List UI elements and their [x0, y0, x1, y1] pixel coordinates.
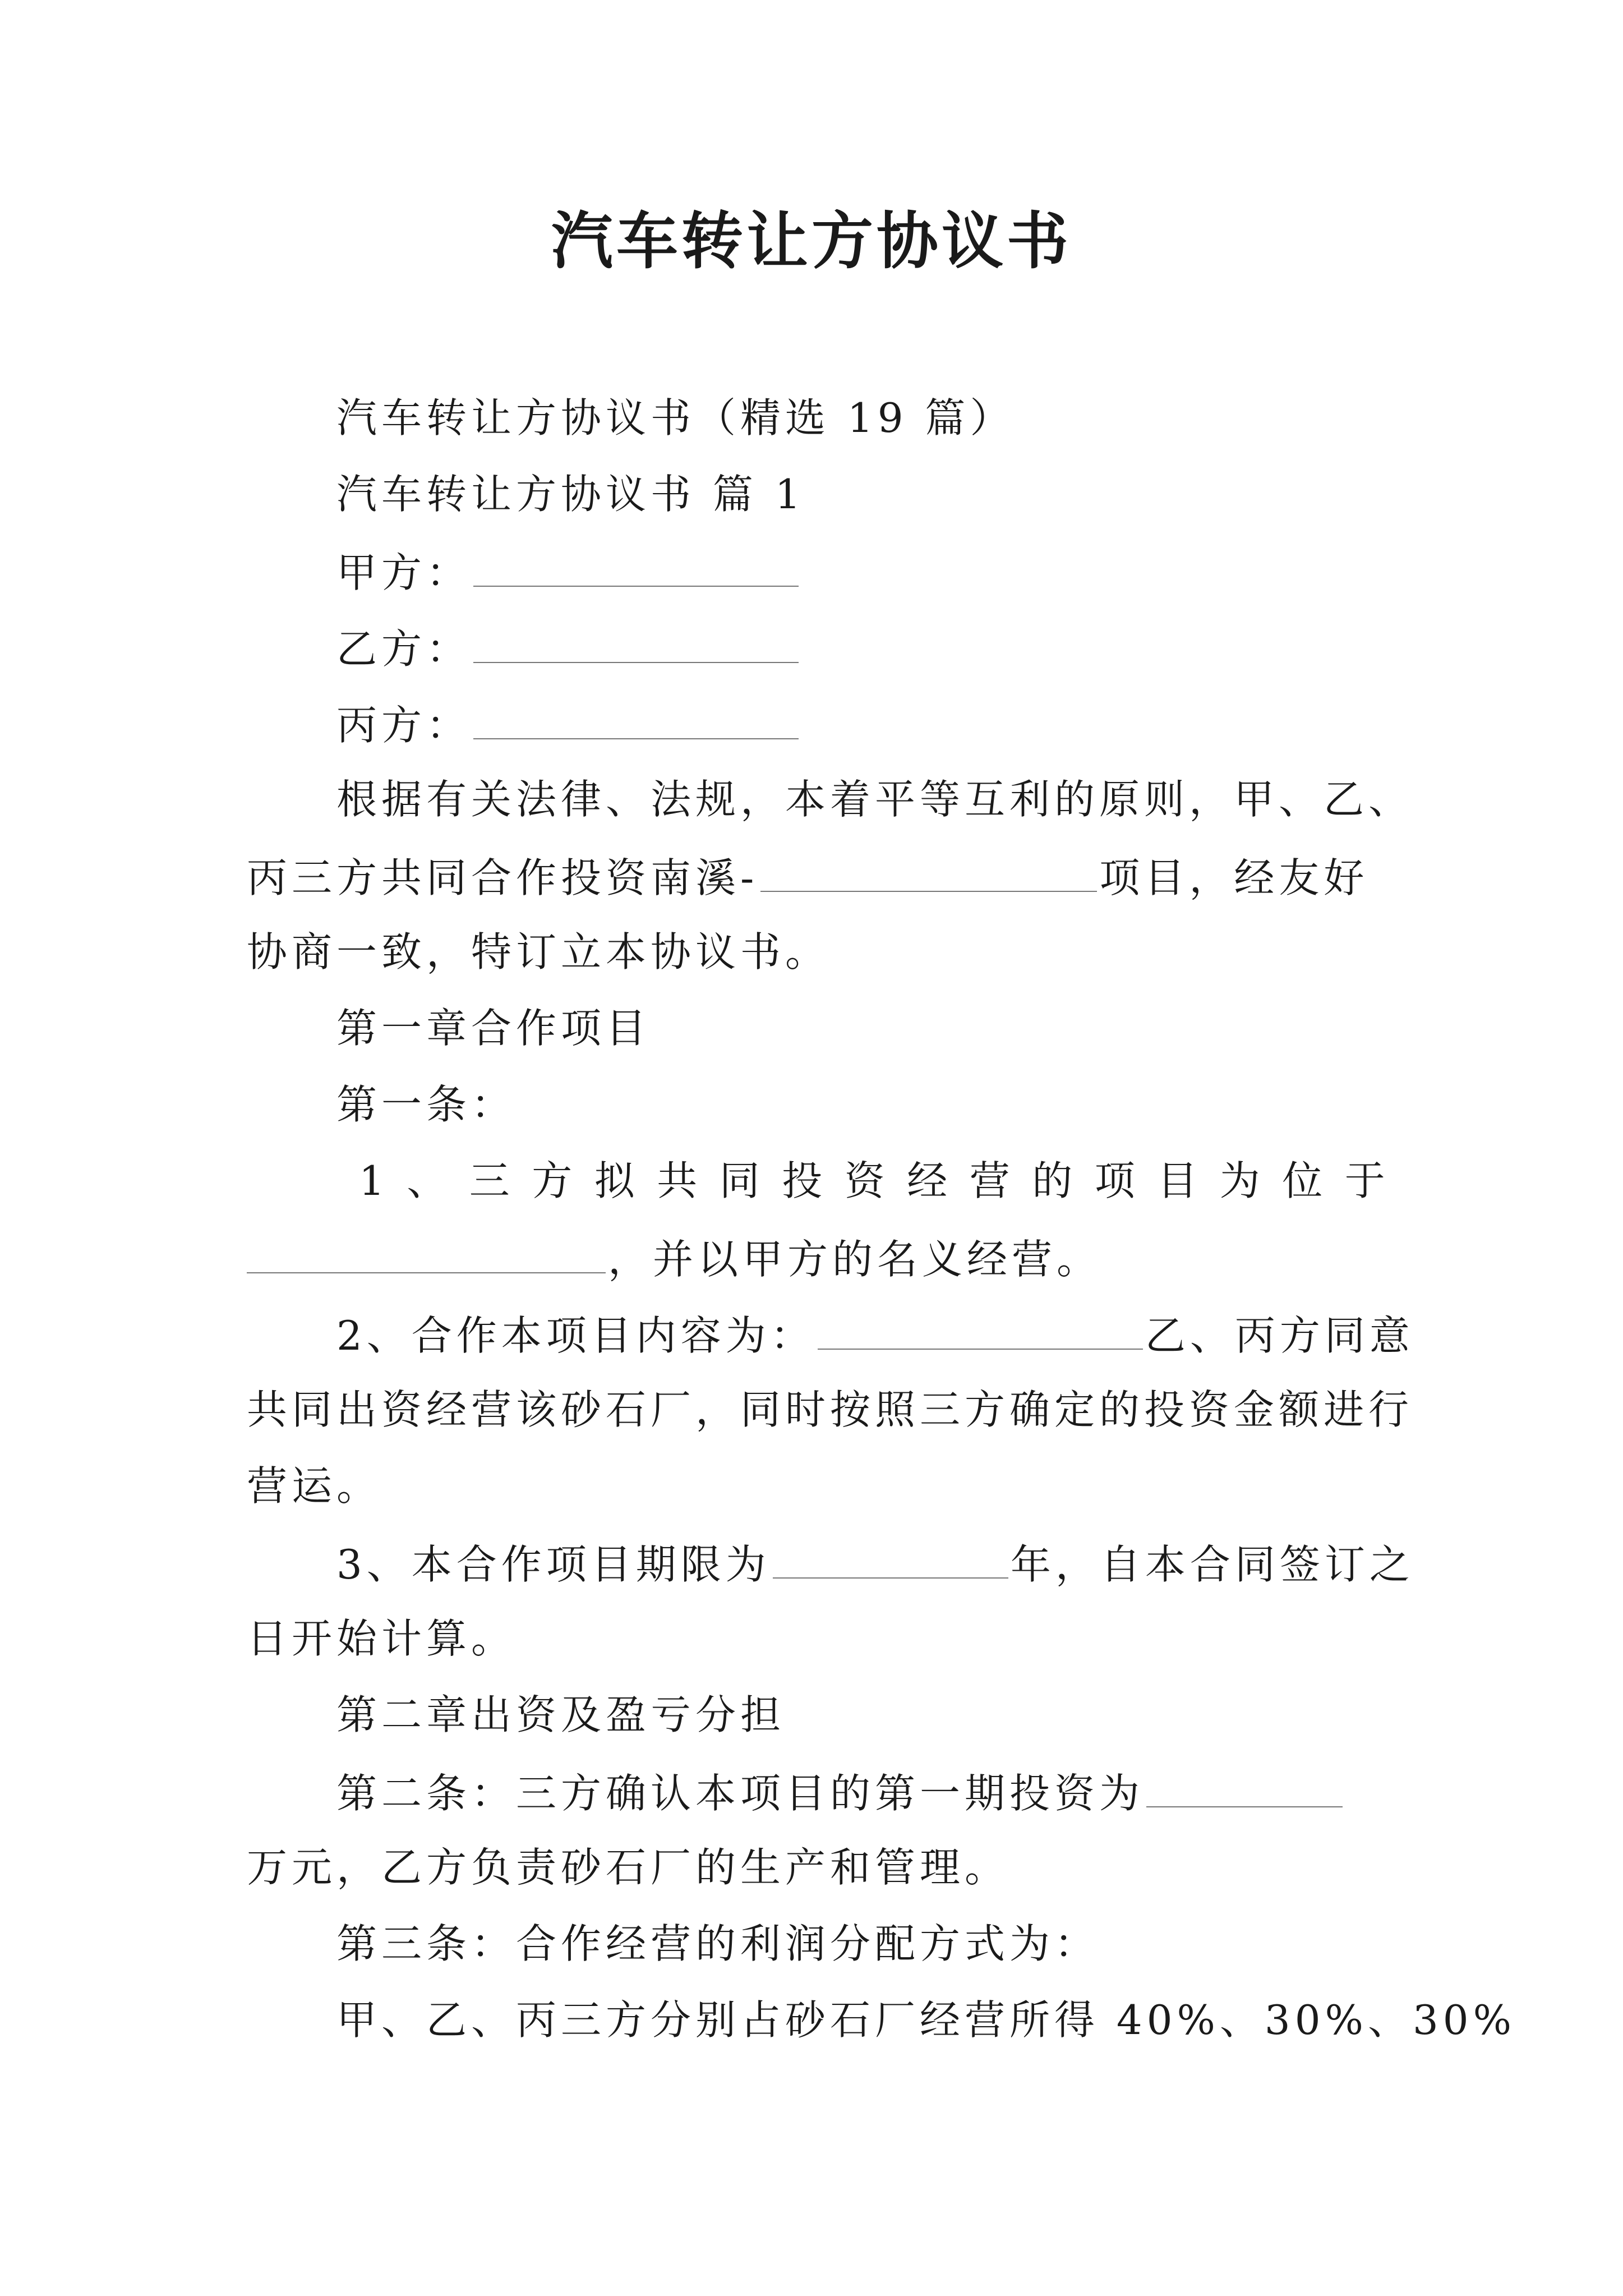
- item-2-line-3: 营运。: [247, 1462, 382, 1510]
- intro-line-2: [247, 845, 1391, 909]
- item-1-line-2: [247, 1226, 1391, 1290]
- item-1-char: 投: [782, 1157, 823, 1204]
- item-1-line-2-text: ，并以甲方的名义经营。: [608, 1236, 1102, 1283]
- document-title: 汽车转让方协议书: [551, 205, 1072, 277]
- term-years-blank: [773, 1531, 1008, 1579]
- party-b-line: [336, 616, 1391, 680]
- item-1-char: 为: [1219, 1157, 1260, 1204]
- item-2-line-1-b: 乙、丙方同意: [1145, 1312, 1414, 1359]
- party-a-label: 甲方：: [336, 549, 472, 596]
- item-2-line-1-a: 2、合作本项目内容为：: [336, 1312, 815, 1359]
- party-b-blank: [473, 616, 799, 663]
- item-3-line-1-b: 年，自本合同签订之: [1010, 1541, 1414, 1588]
- item-3-line-2: 日开始计算。: [247, 1615, 517, 1662]
- chapter-1-heading: 第一章合作项目: [336, 1005, 651, 1052]
- profit-distribution-line: 甲、乙、丙三方分别占砂石厂经营所得 40%、30%、30%: [336, 1996, 1516, 2044]
- item-1-char: 的: [1032, 1157, 1073, 1204]
- item-1-char: 资: [844, 1157, 885, 1204]
- subtitle: 汽车转让方协议书（精选 19 篇）: [336, 394, 1015, 441]
- item-1-char: 于: [1344, 1157, 1385, 1204]
- party-c-line: [336, 692, 1391, 756]
- item-1-char: 、: [407, 1157, 448, 1204]
- item-3-line-1-a: 3、本合作项目期限为: [336, 1541, 771, 1588]
- intro-line-2-b: 项目，经友好: [1099, 854, 1369, 901]
- intro-line-1: 根据有关法律、法规，本着平等互利的原则，甲、乙、: [336, 776, 1414, 823]
- item-2-line-1: [336, 1303, 1414, 1366]
- item-1-line-1: [359, 1150, 1385, 1212]
- party-c-blank: [473, 692, 799, 739]
- article-2-line-2: 万元，乙方负责砂石厂的生产和管理。: [247, 1844, 1010, 1891]
- article-1-heading: 第一条：: [336, 1081, 517, 1128]
- party-a-line: [336, 540, 1391, 604]
- project-name-blank: [760, 845, 1097, 892]
- item-1-char: 拟: [594, 1157, 635, 1204]
- article-2-line-1: [336, 1760, 1391, 1824]
- part-heading: 汽车转让方协议书 篇 1: [336, 471, 805, 518]
- intro-line-3: 协商一致，特订立本协议书。: [247, 928, 831, 976]
- item-2-line-2: 共同出资经营该砂石厂，同时按照三方确定的投资金额进行: [247, 1386, 1414, 1433]
- item-1-char: 三: [469, 1157, 510, 1204]
- article-3-heading: 第三条：合作经营的利润分配方式为：: [336, 1920, 1100, 1967]
- item-1-char: 位: [1282, 1157, 1323, 1204]
- content-blank: [818, 1303, 1143, 1350]
- party-c-label: 丙方：: [336, 702, 472, 749]
- item-1-char: 共: [657, 1157, 698, 1204]
- article-2-line-1-a: 第二条：三方确认本项目的第一期投资为: [336, 1770, 1145, 1817]
- investment-amount-blank: [1146, 1760, 1343, 1807]
- item-1-char: 方: [532, 1157, 573, 1204]
- item-1-char: 经: [907, 1157, 948, 1204]
- item-1-char: 1: [359, 1157, 385, 1204]
- item-3-line-1: [336, 1531, 1414, 1595]
- item-1-char: 项: [1094, 1157, 1135, 1204]
- chapter-2-heading: 第二章出资及盈亏分担: [336, 1691, 786, 1738]
- item-1-char: 营: [969, 1157, 1010, 1204]
- location-blank: [247, 1226, 606, 1273]
- intro-line-2-a: 丙三方共同合作投资南溪-: [247, 854, 759, 901]
- party-a-blank: [473, 540, 799, 587]
- item-1-char: 目: [1157, 1157, 1198, 1204]
- item-1-char: 同: [719, 1157, 760, 1204]
- party-b-label: 乙方：: [336, 625, 472, 673]
